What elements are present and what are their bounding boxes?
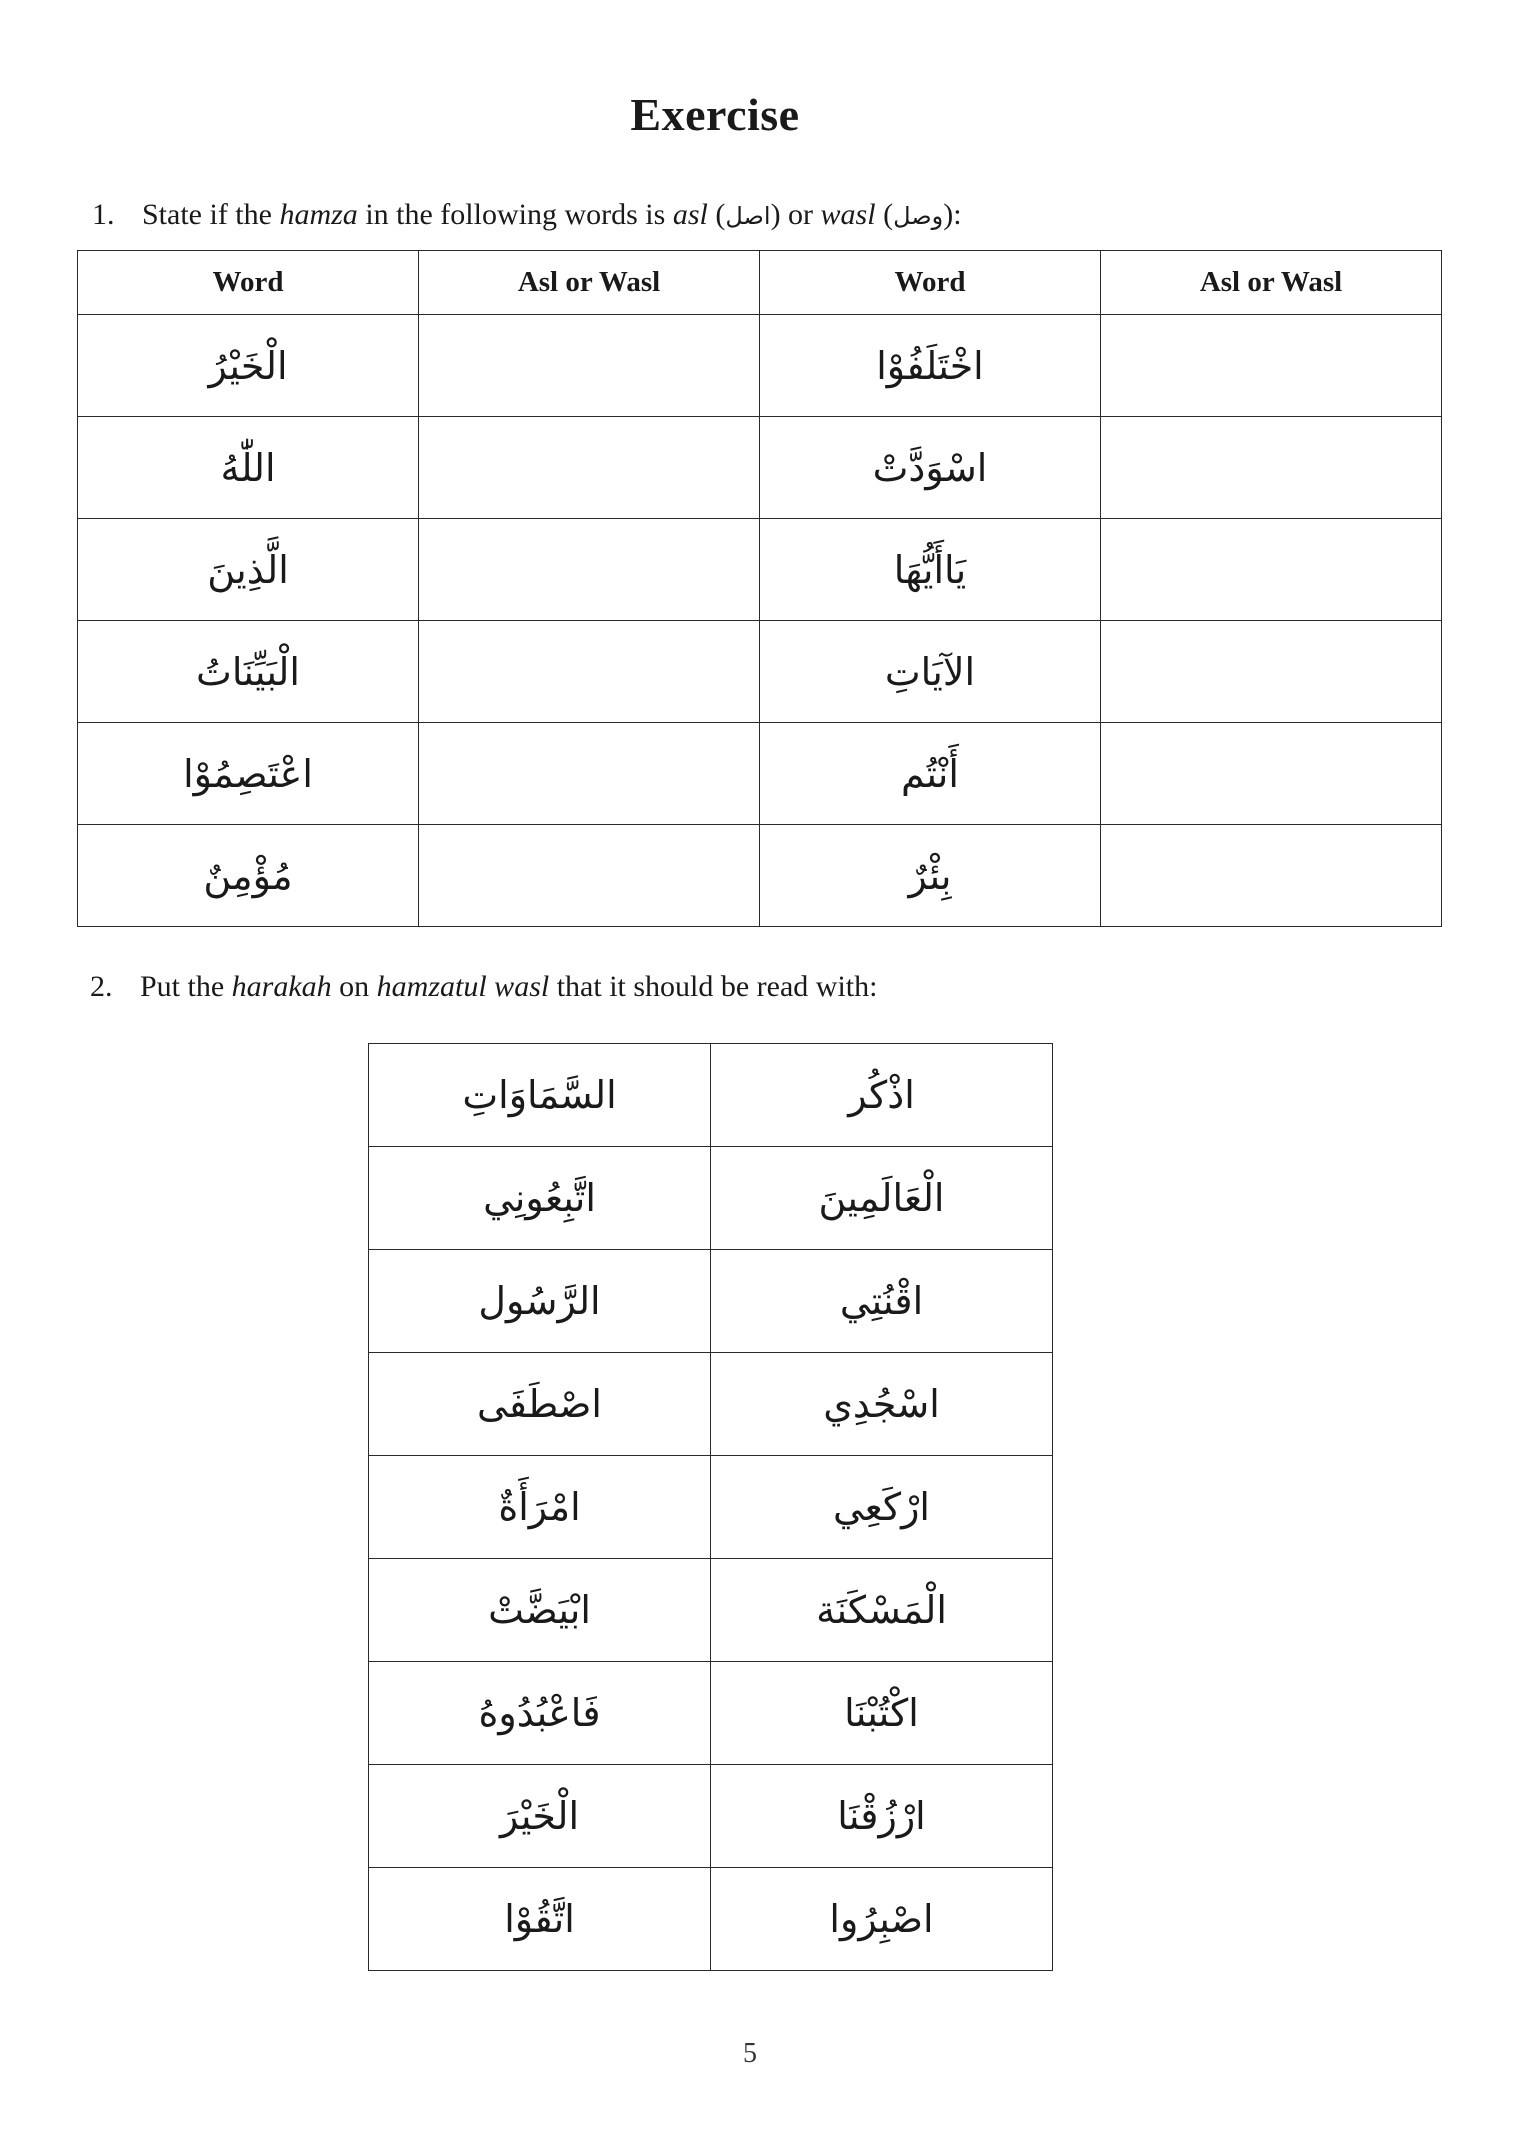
word-cell[interactable] <box>711 1559 1053 1662</box>
arabic-word: اللّٰهُ <box>220 445 276 490</box>
arabic-word: فَاعْبُدُوهُ <box>478 1691 601 1735</box>
term-wasl: wasl <box>820 198 876 231</box>
word-cell <box>78 417 419 519</box>
answer-cell[interactable] <box>419 723 760 825</box>
arabic-word: اعْتَصِمُوْا <box>183 751 313 796</box>
arabic-word: اتَّبِعُونِي <box>483 1176 596 1220</box>
question-1 <box>92 198 962 232</box>
question-text: Put the <box>140 970 232 1003</box>
asl-wasl-table <box>77 250 1442 927</box>
arabic-word: الْبَيِّنَاتُ <box>196 649 300 694</box>
word-cell[interactable] <box>369 1250 711 1353</box>
term-asl: asl <box>672 198 708 231</box>
arabic-word: ابْيَضَّتْ <box>488 1588 591 1632</box>
table-row <box>369 1456 1053 1559</box>
question-text: ): <box>943 198 962 231</box>
header-word: Word <box>78 251 419 315</box>
arabic-word: الْمَسْكَنَة <box>816 1588 947 1632</box>
word-cell <box>760 723 1101 825</box>
question-number: 1. <box>92 198 115 231</box>
word-cell[interactable] <box>711 1765 1053 1868</box>
arabic-word: اصْطَفَى <box>477 1382 602 1426</box>
header-word: Word <box>760 251 1101 315</box>
table-row <box>369 1868 1053 1971</box>
page-number: 5 <box>743 2038 757 2069</box>
question-text: ) or <box>770 198 821 231</box>
arabic-word: الآيَاتِ <box>884 649 976 694</box>
answer-cell[interactable] <box>419 621 760 723</box>
word-cell <box>760 519 1101 621</box>
arabic-word: اسْوَدَّتْ <box>872 445 988 490</box>
word-cell[interactable] <box>711 1250 1053 1353</box>
term-harakah: harakah <box>231 970 332 1003</box>
arabic-word: اسْجُدِي <box>823 1382 940 1426</box>
page-title: Exercise <box>630 89 800 140</box>
word-cell[interactable] <box>369 1662 711 1765</box>
term-hamzatul-wasl: hamzatul wasl <box>376 970 550 1003</box>
word-cell <box>78 621 419 723</box>
word-cell <box>760 315 1101 417</box>
table-row <box>369 1353 1053 1456</box>
arabic-word: اخْتَلَفُوْا <box>876 343 984 388</box>
word-cell[interactable] <box>711 1147 1053 1250</box>
word-cell[interactable] <box>369 1147 711 1250</box>
term-hamza: hamza <box>279 198 358 231</box>
arabic-word: اذْكُر <box>848 1073 915 1117</box>
arabic-word: مُؤْمِنٌ <box>203 853 293 898</box>
arabic-word: يَاأَيُّهَا <box>893 547 967 592</box>
word-cell <box>78 723 419 825</box>
answer-cell[interactable] <box>419 417 760 519</box>
arabic-word: بِئْرٌ <box>908 853 952 898</box>
arabic-word: الَّذِينَ <box>207 547 289 592</box>
table-row <box>369 1250 1053 1353</box>
arabic-word: اقْنُتِي <box>839 1279 924 1323</box>
table-row <box>369 1765 1053 1868</box>
word-cell[interactable] <box>369 1868 711 1971</box>
arabic-word: السَّمَاوَاتِ <box>462 1073 617 1117</box>
word-cell <box>78 825 419 927</box>
answer-cell[interactable] <box>1101 519 1442 621</box>
table-row <box>78 621 1442 723</box>
arabic-word: اصْبِرُوا <box>829 1897 934 1941</box>
answer-cell[interactable] <box>1101 315 1442 417</box>
word-cell[interactable] <box>711 1662 1053 1765</box>
word-cell[interactable] <box>711 1868 1053 1971</box>
question-text: that it should be read with: <box>549 970 878 1003</box>
word-cell <box>78 315 419 417</box>
word-cell <box>760 417 1101 519</box>
table-row <box>78 825 1442 927</box>
arabic-wasl: وصل <box>893 202 944 230</box>
word-cell[interactable] <box>369 1456 711 1559</box>
arabic-asl: اصل <box>725 202 771 230</box>
arabic-word: اتَّقُوْا <box>504 1897 575 1941</box>
word-cell <box>760 825 1101 927</box>
paren: ( <box>707 198 726 231</box>
harakah-table <box>368 1043 1053 1971</box>
arabic-word: الْخَيْرَ <box>499 1794 580 1838</box>
word-cell <box>78 519 419 621</box>
arabic-word: الرَّسُول <box>478 1279 601 1323</box>
word-cell[interactable] <box>369 1353 711 1456</box>
word-cell[interactable] <box>369 1044 711 1147</box>
answer-cell[interactable] <box>419 519 760 621</box>
question-text: on <box>331 970 377 1003</box>
table-row <box>78 723 1442 825</box>
paren: ( <box>875 198 894 231</box>
table-row <box>369 1662 1053 1765</box>
answer-cell[interactable] <box>1101 825 1442 927</box>
answer-cell[interactable] <box>419 315 760 417</box>
word-cell[interactable] <box>369 1559 711 1662</box>
answer-cell[interactable] <box>1101 417 1442 519</box>
arabic-word: الْعَالَمِينَ <box>818 1176 945 1220</box>
arabic-word: أَنْتُم <box>901 751 959 796</box>
answer-cell[interactable] <box>1101 723 1442 825</box>
arabic-word: امْرَأَةٌ <box>498 1485 581 1529</box>
word-cell[interactable] <box>711 1353 1053 1456</box>
word-cell[interactable] <box>711 1456 1053 1559</box>
word-cell <box>760 621 1101 723</box>
answer-cell[interactable] <box>419 825 760 927</box>
table-row <box>78 417 1442 519</box>
arabic-word: ارْزُقْنَا <box>837 1794 926 1838</box>
header-asl-or-wasl: Asl or Wasl <box>1101 251 1442 315</box>
word-cell[interactable] <box>711 1044 1053 1147</box>
question-text: in the following words is <box>357 198 673 231</box>
word-cell[interactable] <box>369 1765 711 1868</box>
arabic-word: اكْتُبْنَا <box>844 1691 919 1735</box>
table-row <box>369 1147 1053 1250</box>
arabic-word: ارْكَعِي <box>832 1485 930 1529</box>
table-row <box>78 519 1442 621</box>
answer-cell[interactable] <box>1101 621 1442 723</box>
arabic-word: الْخَيْرُ <box>208 343 288 388</box>
table-row <box>78 315 1442 417</box>
table-row <box>369 1559 1053 1662</box>
question-number: 2. <box>90 970 113 1003</box>
header-asl-or-wasl: Asl or Wasl <box>419 251 760 315</box>
question-text: State if the <box>142 198 280 231</box>
question-2 <box>90 970 877 1004</box>
table-row <box>369 1044 1053 1147</box>
table-header-row <box>78 251 1442 315</box>
